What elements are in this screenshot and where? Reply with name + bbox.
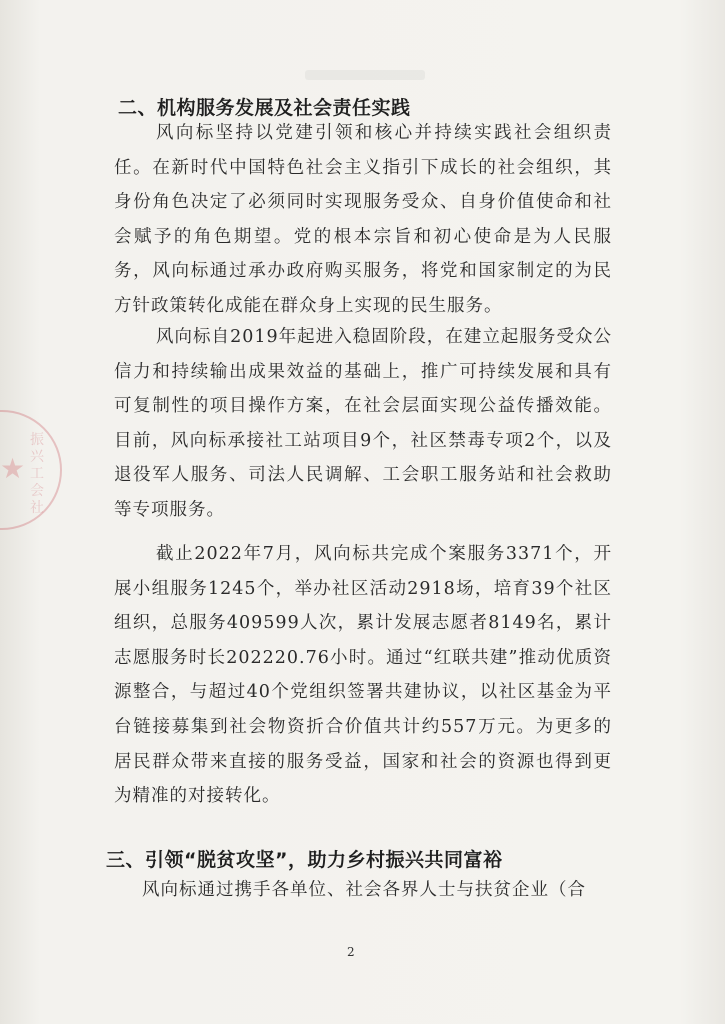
- paragraph-party-building: 风向标坚持以党建引领和核心并持续实践社会组织责任。在新时代中国特色社会主义指引下成长的社会组织，其身份角色决定了必须同时实现服务受众、自身价值使命和社会赋予的角色期望。党的根本宗旨和初心使命是为人民服务，风向标通过承办政府购买服务，将党和国家制定的为民方针政策转化成能在群众身上实现的民生服务。: [114, 123, 612, 316]
- bleed-through-mark: [305, 70, 425, 80]
- paragraph-service-statistics: 截止2022年7月，风向标共完成个案服务3371个，开展小组服务1245个，举办社区活动2918场，培育39个社区组织，总服务409599人次，累计发展志愿者8149名，累计志愿服务时长202220.76小时。通过“红联共建”推动优质资源整合，与超过40个党组织签署共建协议，以社区基金为平台链接募集到社会物资折合价值共计约557万元。为更多的居民群众带来直接的服务受益，国家和社会的资源也得到更为精准的对接转化。: [114, 544, 612, 807]
- seal-lettering: 振兴工会社: [30, 432, 44, 516]
- page-number: 2: [347, 945, 355, 959]
- section-heading-poverty-alleviation: 三、引领“脱贫攻坚”，助力乡村振兴共同富裕: [106, 849, 503, 871]
- section-heading-institution-service: 二、机构服务发展及社会责任实践: [118, 97, 411, 119]
- paragraph-partnerships: 风向标通过携手各单位、社会各界人士与扶贫企业（合: [142, 880, 586, 900]
- seal-star-icon: ★: [0, 452, 26, 485]
- paragraph-stable-stage: 风向标自2019年起进入稳固阶段，在建立起服务受众公信力和持续输出成果效益的基础上，推广可持续发展和具有可复制性的项目操作方案，在社会层面实现公益传播效能。目前，风向标承接社工站项目9个，社区禁毒专项2个，以及退役军人服务、司法人民调解、工会职工服务站和社会救助等专项服务。: [114, 327, 612, 520]
